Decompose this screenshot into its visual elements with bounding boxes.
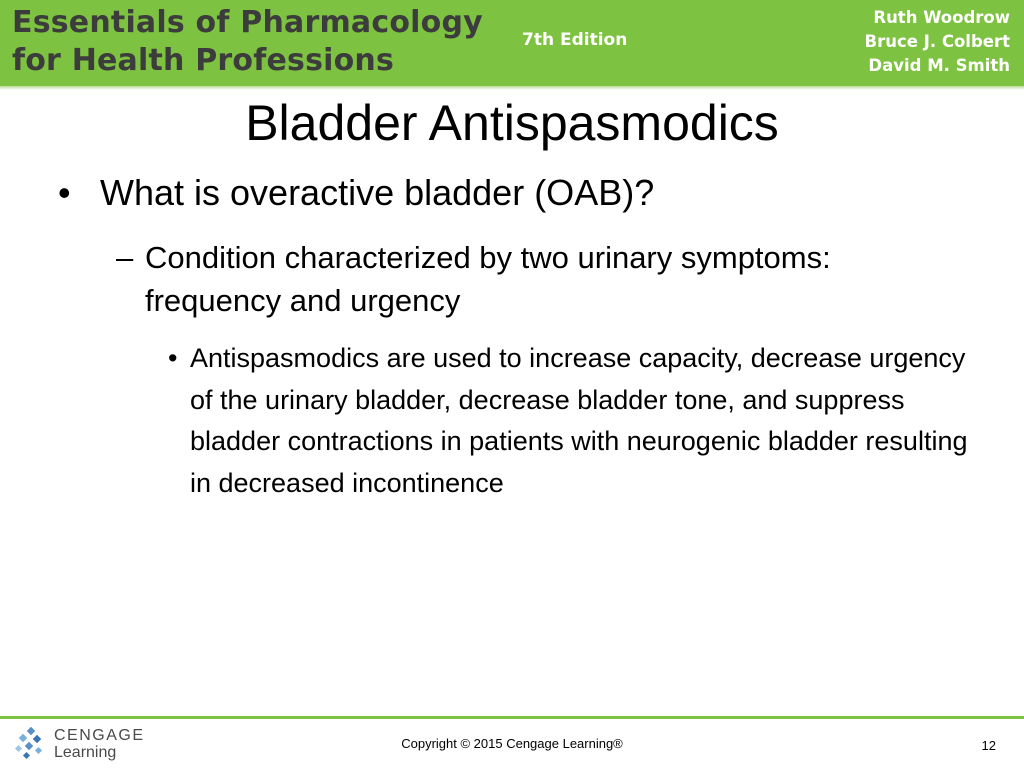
bullet-text: Condition characterized by two urinary symptoms: frequency and urgency xyxy=(145,240,831,318)
footer-divider xyxy=(0,716,1024,719)
logo-text-learning: Learning xyxy=(54,744,117,761)
book-title-line1: Essentials of Pharmacology xyxy=(12,5,483,40)
edition-label: 7th Edition xyxy=(522,30,628,50)
author-name: Bruce J. Colbert xyxy=(864,32,1010,51)
bullet-icon: • xyxy=(58,172,71,213)
authors-list xyxy=(865,6,1010,78)
author-name: David M. Smith xyxy=(868,56,1010,75)
bullet-icon: • xyxy=(168,343,178,373)
copyright-notice: Copyright © 2015 Cengage Learning® xyxy=(401,736,623,751)
page-number: 12 xyxy=(981,738,996,753)
logo-text-cengage: CENGAGE xyxy=(54,727,145,744)
book-title xyxy=(12,4,483,80)
author-name: Ruth Woodrow xyxy=(873,8,1010,27)
bullet-text: What is overactive bladder (OAB)? xyxy=(100,172,655,213)
bullet-text: Antispasmodics are used to increase capacity, decrease urgency of the urinary bladder, decrease bladder tone, and suppress bladder contractions in patients with neurogenic bladder resulting in decreased incontinence xyxy=(190,343,968,498)
book-title-line2: for Health Professions xyxy=(12,43,395,78)
dash-icon: – xyxy=(116,240,134,275)
slide-title: Bladder Antispasmodics xyxy=(245,95,779,151)
header-banner xyxy=(0,0,1024,86)
